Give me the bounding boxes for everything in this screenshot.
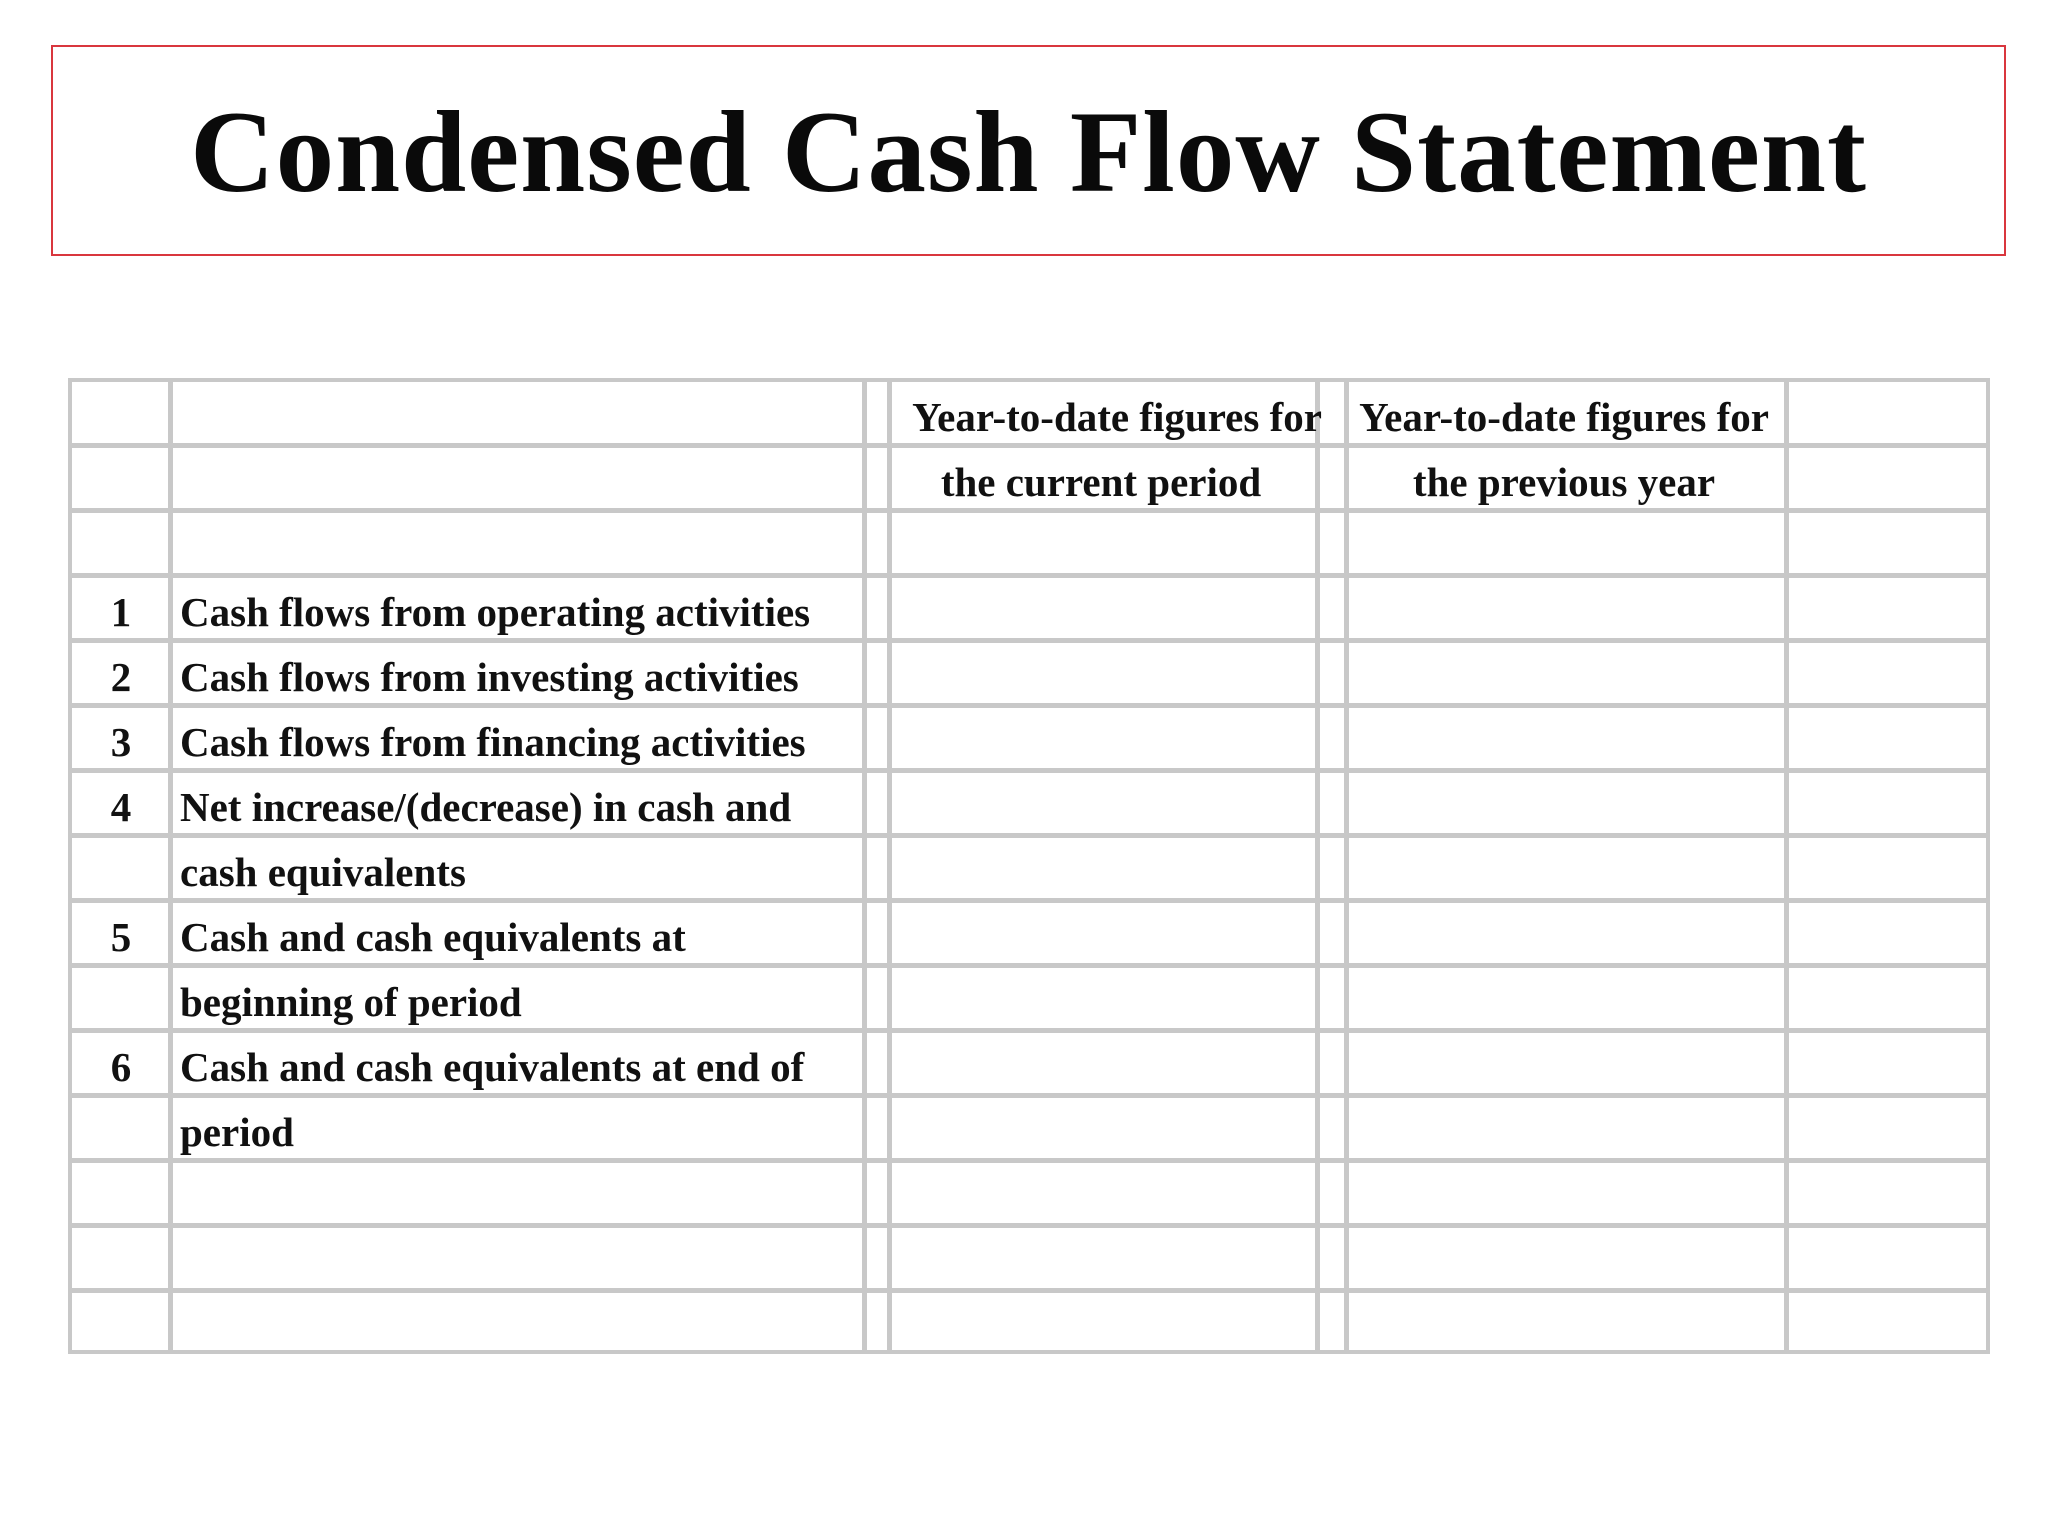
grid-hline <box>72 1028 1986 1033</box>
grid-hline <box>72 1158 1986 1163</box>
grid-hline <box>72 443 1986 448</box>
row-label: cash equivalents <box>180 849 466 895</box>
grid-hline <box>72 1223 1986 1228</box>
row-label: Cash and cash equivalents at end of <box>180 1044 805 1090</box>
grid-hline <box>72 573 1986 578</box>
page-title: Condensed Cash Flow Statement <box>190 88 1867 217</box>
row-label: period <box>180 1109 294 1155</box>
row-number: 3 <box>110 719 132 765</box>
row-label: Cash and cash equivalents at <box>180 914 686 960</box>
row-number: 4 <box>110 784 132 830</box>
grid-hline <box>72 508 1986 513</box>
grid-hline <box>72 703 1986 708</box>
row-number: 1 <box>110 589 132 635</box>
header-current-line1: Year-to-date figures for <box>912 394 1322 440</box>
row-number: 2 <box>110 654 132 700</box>
row-label: Cash flows from operating activities <box>180 589 811 635</box>
grid-vline <box>1784 382 1789 1350</box>
row-number: 5 <box>110 914 132 960</box>
grid-hline <box>72 768 1986 773</box>
row-label: Cash flows from financing activities <box>180 719 806 765</box>
cash-flow-table <box>68 378 1990 1354</box>
header-current-line2: the current period <box>940 459 1262 505</box>
grid-hline <box>72 638 1986 643</box>
grid-hline <box>72 963 1986 968</box>
grid-hline <box>72 1288 1986 1293</box>
grid-vline <box>168 382 173 1350</box>
grid-hline <box>72 833 1986 838</box>
row-label: Net increase/(decrease) in cash and <box>180 784 792 830</box>
row-label: beginning of period <box>180 979 522 1025</box>
row-number: 6 <box>110 1044 132 1090</box>
grid-vline <box>862 382 867 1350</box>
title-box <box>51 45 2006 256</box>
row-label: Cash flows from investing activities <box>180 654 799 700</box>
grid-hline <box>72 898 1986 903</box>
grid-vline <box>1344 382 1349 1350</box>
grid-hline <box>72 1093 1986 1098</box>
grid-vline <box>1315 382 1320 1350</box>
grid-vline <box>887 382 892 1350</box>
header-previous-line1: Year-to-date figures for <box>1359 394 1769 440</box>
header-previous-line2: the previous year <box>1412 459 1716 505</box>
